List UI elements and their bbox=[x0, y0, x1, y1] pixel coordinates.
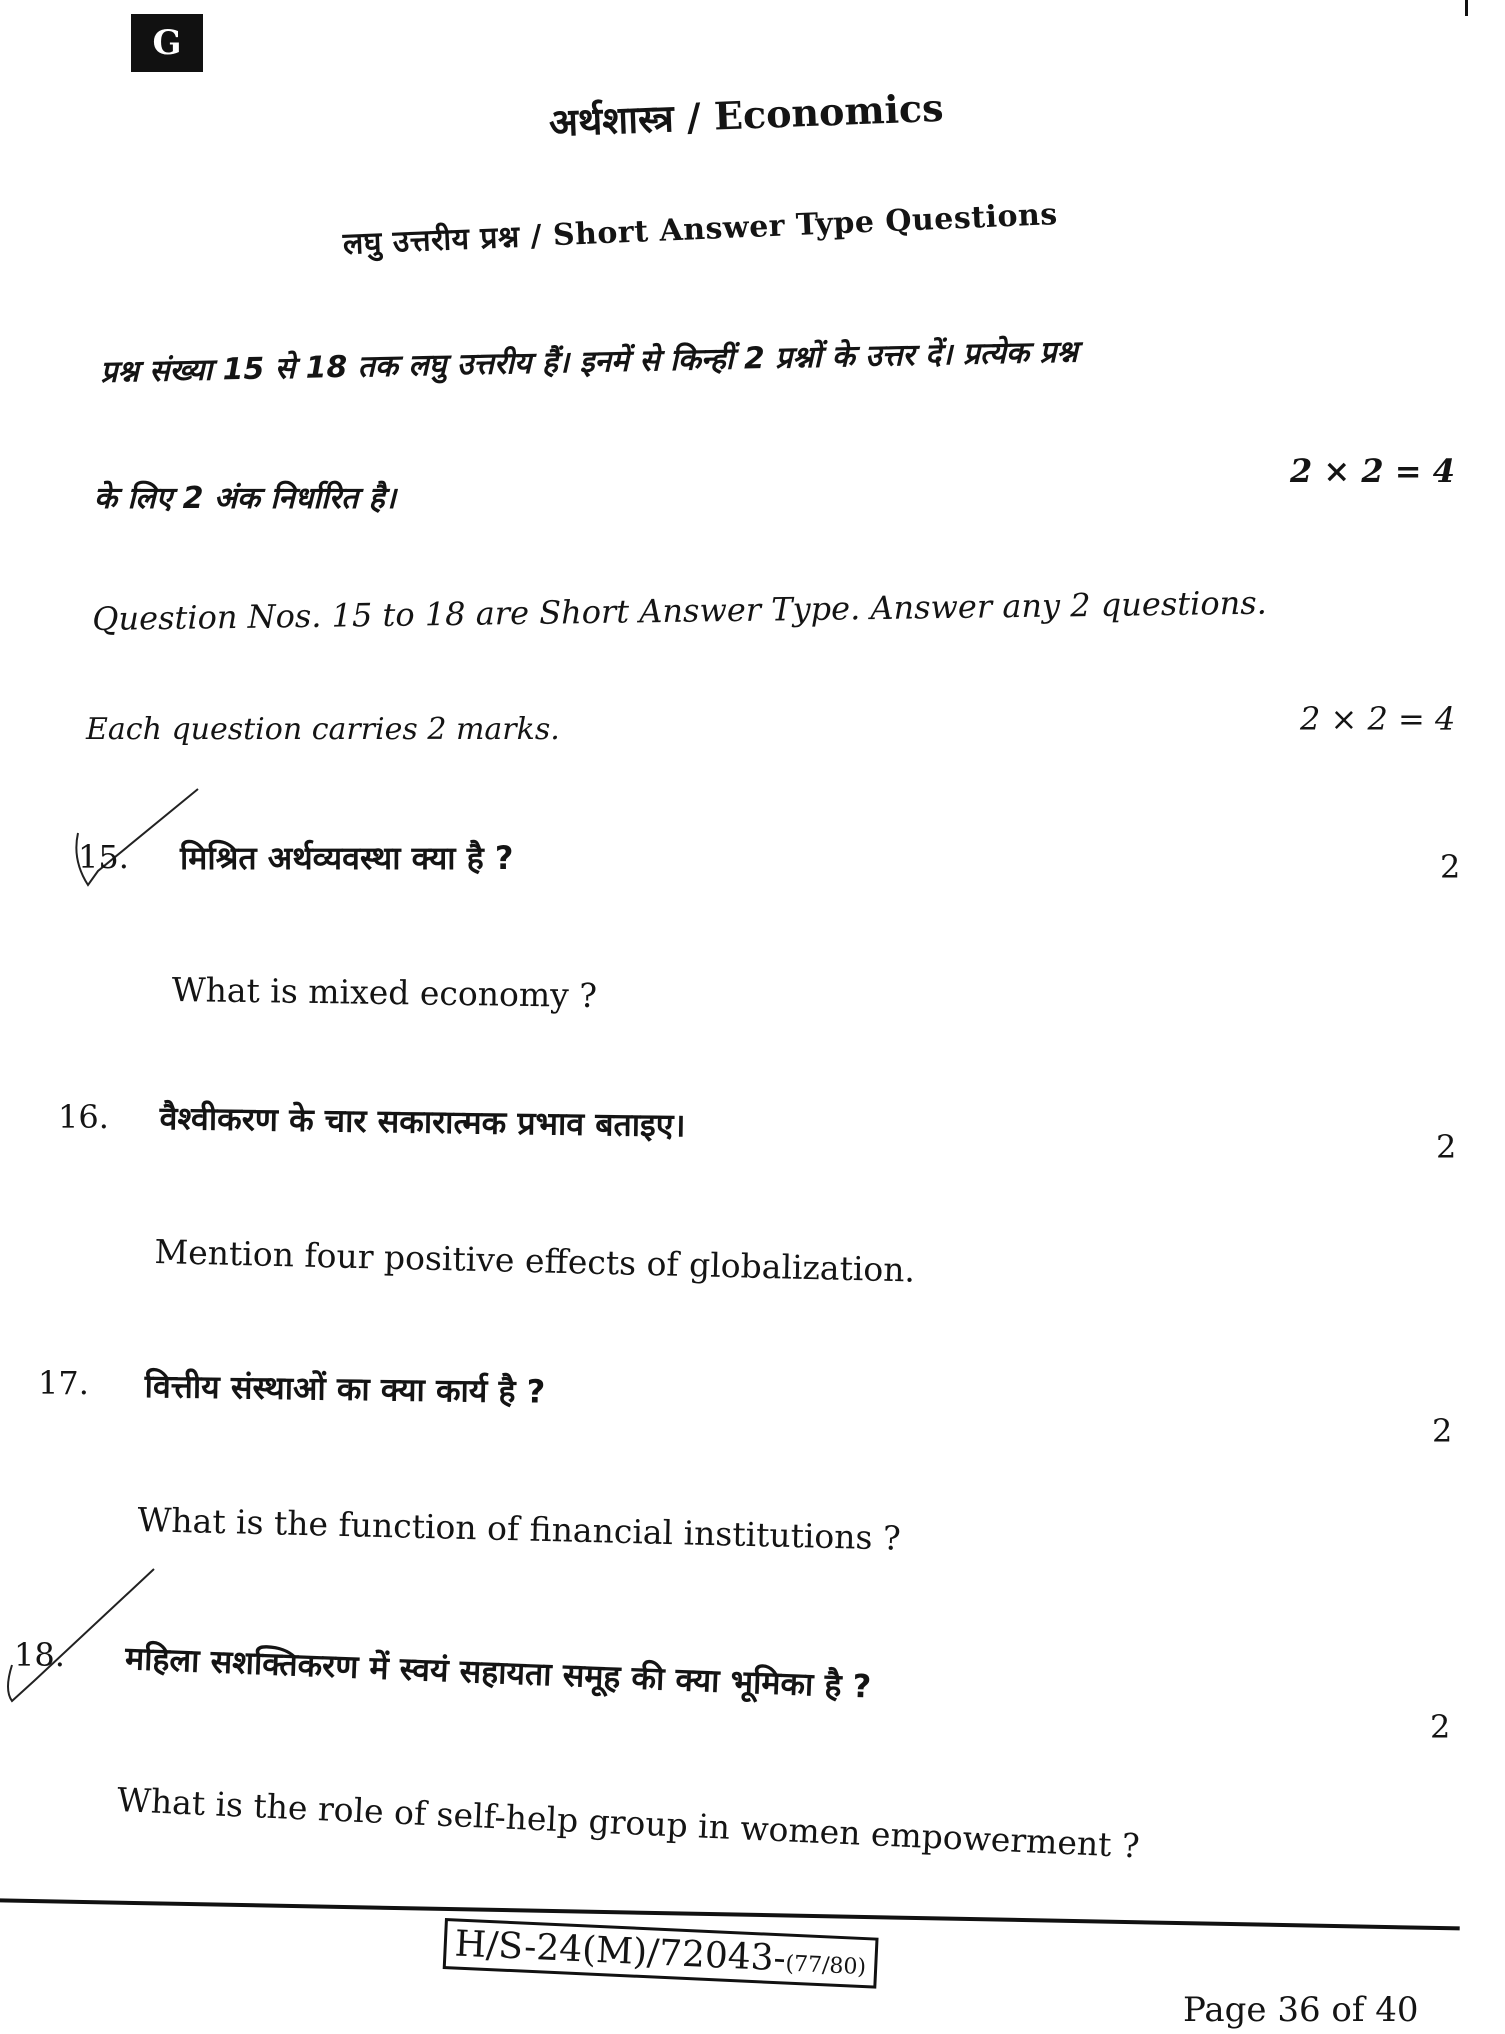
question-number: 18. bbox=[14, 1636, 65, 1674]
question-number: 17. bbox=[38, 1364, 89, 1402]
instruction-hindi-line2: के लिए 2 अंक निर्धारित है। bbox=[94, 481, 396, 516]
marks-formula-english: 2 × 2 = 4 bbox=[1300, 700, 1456, 738]
page-number: Page 36 of 40 bbox=[1183, 1990, 1419, 2030]
question-number: 16. bbox=[58, 1098, 109, 1136]
question-hindi: वित्तीय संस्थाओं का क्या कार्य है ? bbox=[144, 1366, 546, 1411]
check-mark-icon bbox=[4, 1565, 164, 1705]
question-english: What is mixed economy ? bbox=[171, 970, 598, 1015]
paper-code-suffix: (77/80) bbox=[784, 1951, 867, 1981]
question-marks: 2 bbox=[1430, 1708, 1451, 1746]
question-marks: 2 bbox=[1436, 1128, 1457, 1166]
section-title: लघु उत्तरीय प्रश्न / Short Answer Type Questions bbox=[342, 197, 1059, 262]
footer-rule bbox=[0, 1898, 1460, 1930]
set-code-badge: G bbox=[131, 14, 203, 72]
question-english: What is the function of financial institutions ? bbox=[137, 1500, 902, 1558]
question-english: What is the role of self-help group in women empowerment ? bbox=[116, 1780, 1141, 1866]
question-number: 15. bbox=[78, 838, 129, 876]
subject-title: अर्थशास्त्र / Economics bbox=[548, 84, 945, 145]
question-marks: 2 bbox=[1440, 848, 1461, 886]
question-marks: 2 bbox=[1432, 1412, 1453, 1450]
instruction-hindi-line1: प्रश्न संख्या 15 से 18 तक लघु उत्तरीय हैं। इनमें से किन्हीं 2 प्रश्नों के उत्तर दें। प्रत्येक प्रश्न bbox=[100, 334, 1079, 390]
question-hindi: महिला सशक्तिकरण में स्वयं सहायता समूह की क्या भूमिका है ? bbox=[124, 1638, 872, 1706]
paper-code-box bbox=[443, 1918, 879, 1989]
question-hindi: मिश्रित अर्थव्यवस्था क्या है ? bbox=[180, 839, 514, 877]
question-english: Mention four positive effects of globalization. bbox=[154, 1232, 916, 1290]
marks-formula-hindi: 2 × 2 = 4 bbox=[1290, 452, 1455, 490]
question-hindi: वैश्वीकरण के चार सकारात्मक प्रभाव बताइए। bbox=[159, 1098, 686, 1145]
scan-corner-mark bbox=[1465, 0, 1468, 16]
paper-code: H/S-24(M)/72043- bbox=[453, 1923, 787, 1980]
instruction-english-line2: Each question carries 2 marks. bbox=[86, 712, 560, 747]
instruction-english-line1: Question Nos. 15 to 18 are Short Answer Type. Answer any 2 questions. bbox=[92, 583, 1268, 638]
